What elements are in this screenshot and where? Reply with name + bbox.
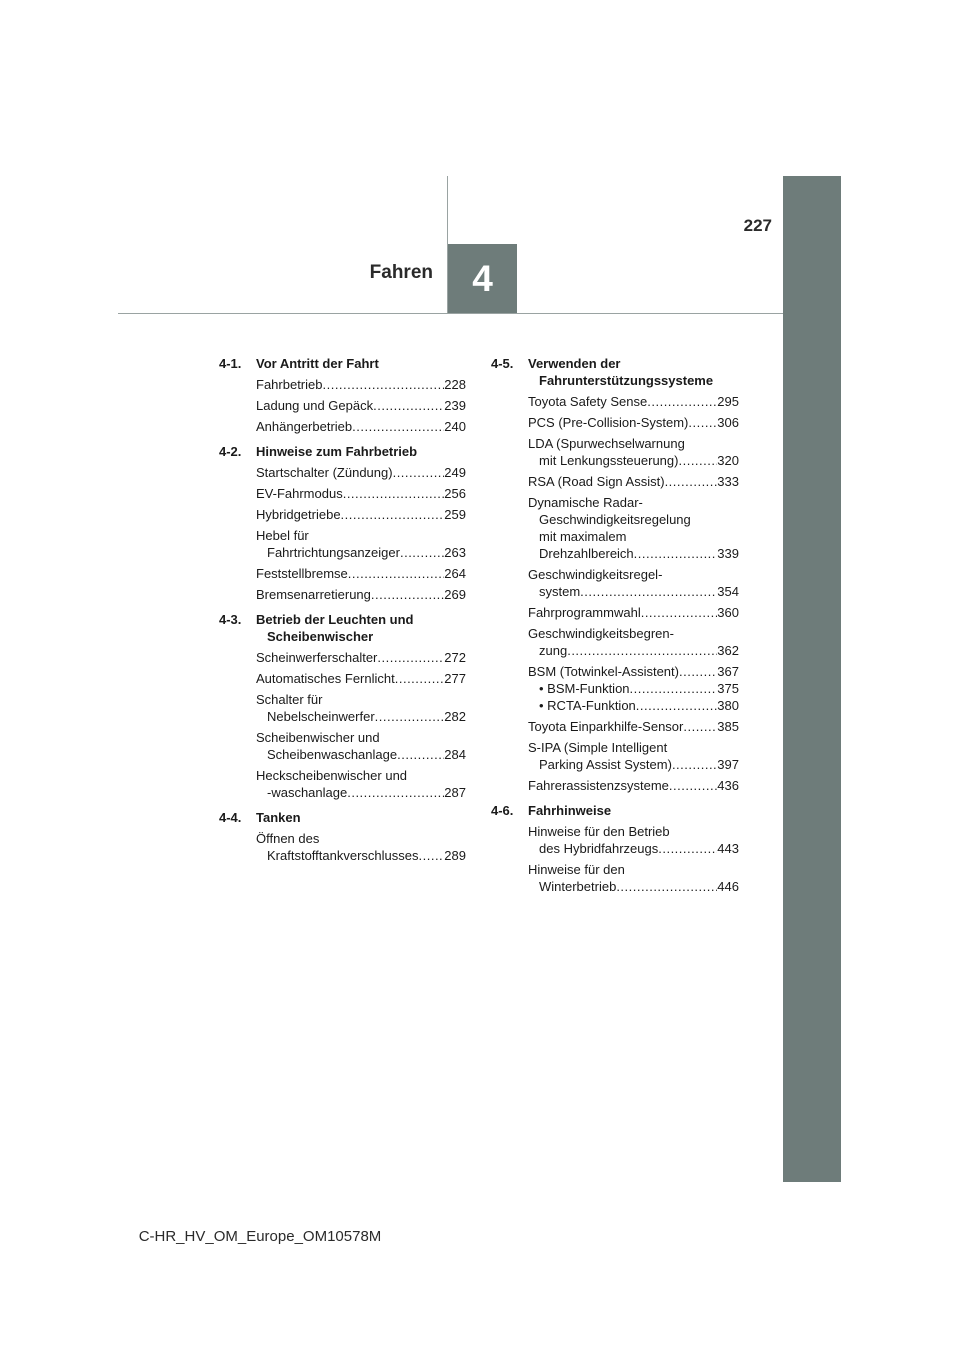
entry-page: 239 — [444, 398, 466, 413]
entry-title: BSM (Totwinkel-Assistent) — [528, 664, 679, 679]
entry-title: RSA (Road Sign Assist) — [528, 474, 665, 489]
entry-title: Drehzahlbereich — [539, 546, 634, 561]
toc-entry[interactable] — [256, 830, 466, 864]
entry-title: -waschanlage — [267, 785, 348, 800]
entry-title-line: Schalter für — [256, 692, 323, 707]
entry-page: 436 — [717, 778, 739, 793]
toc-entry[interactable] — [528, 625, 739, 659]
entry-title: Ladung und Gepäck — [256, 398, 374, 413]
section-number: 4-5. — [491, 356, 514, 371]
toc-entry[interactable] — [256, 767, 466, 801]
section-title: Verwenden der Fahrunterstützungssysteme — [528, 356, 714, 388]
subentry-title: • BSM-Funktion — [539, 681, 630, 696]
toc-section-4-4 — [219, 809, 466, 864]
entry-page: 272 — [444, 650, 466, 665]
entry-title: Toyota Einparkhilfe-Sensor — [528, 719, 684, 734]
entry-title: mit Lenkungssteuerung) — [539, 453, 679, 468]
chapter-side-tab — [783, 176, 841, 1182]
entry-page: 295 — [717, 394, 739, 409]
entry-page: 284 — [444, 747, 466, 762]
subentry-title: • RCTA-Funktion — [539, 698, 636, 713]
toc-subentry[interactable] — [528, 680, 739, 697]
entry-title: Anhängerbetrieb — [256, 419, 353, 434]
entry-title-line: Geschwindigkeitsbegren- — [528, 626, 674, 641]
subentry-page: 380 — [717, 698, 739, 713]
toc-section-heading — [219, 809, 466, 826]
toc-entry[interactable] — [528, 566, 739, 600]
entry-page: 360 — [717, 605, 739, 620]
toc-section-4-2 — [219, 443, 466, 603]
entry-page: 228 — [444, 377, 466, 392]
toc-entry[interactable] — [528, 663, 739, 714]
entry-title: EV-Fahrmodus — [256, 486, 343, 501]
section-title: Tanken — [256, 810, 301, 825]
entry-title-line: Öffnen des — [256, 831, 320, 846]
entry-page: 277 — [444, 671, 466, 686]
document-id-footer: C-HR_HV_OM_Europe_OM10578M — [138, 1228, 382, 1245]
entry-title: des Hybridfahrzeugs — [539, 841, 659, 856]
entry-page: 320 — [717, 453, 739, 468]
toc-entry[interactable] — [256, 691, 466, 725]
page-number: 227 — [743, 216, 772, 235]
toc-entry[interactable] — [256, 397, 466, 414]
entry-page: 306 — [717, 415, 739, 430]
entry-page: 385 — [717, 719, 739, 734]
toc-column-left — [219, 355, 466, 872]
entry-page: 287 — [444, 785, 466, 800]
entry-title: Toyota Safety Sense — [528, 394, 648, 409]
toc-entry[interactable] — [528, 777, 739, 794]
entry-title: Scheibenwaschanlage — [267, 747, 398, 762]
toc-column-right — [491, 355, 739, 903]
chapter-number: 4 — [472, 257, 493, 299]
entry-title: Fahrtrichtungsanzeiger — [267, 545, 400, 560]
entry-title: Bremsenarretierung — [256, 587, 371, 602]
entry-page: 240 — [444, 419, 466, 434]
entry-title: Kraftstofftankverschlusses — [267, 848, 419, 863]
toc-section-heading — [219, 355, 466, 372]
section-title: Vor Antritt der Fahrt — [256, 356, 379, 371]
entry-title-line: mit maximalem — [539, 529, 627, 544]
entry-title: Fahrprogrammwahl — [528, 605, 641, 620]
toc-section-4-1 — [219, 355, 466, 435]
entry-page: 282 — [444, 709, 466, 724]
entry-page: 263 — [444, 545, 466, 560]
header-divider-horizontal — [118, 313, 783, 314]
toc-entry[interactable] — [528, 414, 739, 431]
toc-entry[interactable] — [256, 464, 466, 481]
toc-entry[interactable] — [256, 565, 466, 582]
toc-entry[interactable] — [528, 473, 739, 490]
toc-entry[interactable] — [256, 376, 466, 393]
entry-title: Startschalter (Zündung) — [256, 465, 393, 480]
section-number: 4-3. — [219, 612, 242, 627]
entry-title-line: Dynamische Radar- — [528, 495, 643, 510]
toc-entry[interactable] — [256, 485, 466, 502]
toc-entry[interactable] — [528, 494, 739, 562]
toc-section-heading — [219, 443, 466, 460]
section-title: Hinweise zum Fahrbetrieb — [256, 444, 418, 459]
entry-page: 333 — [717, 474, 739, 489]
entry-title-line: LDA (Spurwechselwarnung — [528, 436, 685, 451]
chapter-number-box — [448, 244, 517, 313]
entry-page: 256 — [444, 486, 466, 501]
entry-title: Fahrerassistenzsysteme — [528, 778, 669, 793]
entry-page: 397 — [717, 757, 739, 772]
section-number: 4-1. — [219, 356, 242, 371]
section-title: Betrieb der Leuchten und Scheibenwischer — [256, 612, 414, 644]
entry-page: 443 — [717, 841, 739, 856]
entry-title-line: Hinweise für den — [528, 862, 625, 877]
entry-title-line: Geschwindigkeitsregelung — [539, 512, 691, 527]
entry-page: 289 — [444, 848, 466, 863]
entry-page: 339 — [717, 546, 739, 561]
toc-section-4-6 — [491, 802, 739, 895]
toc-entry[interactable] — [528, 823, 739, 857]
toc-entry[interactable] — [256, 670, 466, 687]
toc-subentry[interactable] — [528, 697, 739, 714]
toc-entry[interactable] — [528, 718, 739, 735]
toc-entry[interactable] — [256, 586, 466, 603]
toc-section-heading — [491, 355, 739, 389]
entry-title: zung — [539, 643, 568, 658]
toc-section-heading — [491, 802, 739, 819]
entry-title: PCS (Pre-Collision-System) — [528, 415, 689, 430]
toc-entry[interactable] — [256, 527, 466, 561]
entry-title: Nebelscheinwerfer — [267, 709, 375, 724]
entry-page: 354 — [717, 584, 739, 599]
toc-section-4-5 — [491, 355, 739, 794]
entry-title: Winterbetrieb — [539, 879, 617, 894]
entry-title: system — [539, 584, 581, 599]
entry-title-line: Heckscheibenwischer und — [256, 768, 408, 783]
entry-page: 269 — [444, 587, 466, 602]
toc-entry[interactable] — [256, 649, 466, 666]
section-number: 4-4. — [219, 810, 242, 825]
section-number: 4-6. — [491, 803, 514, 818]
toc-section-heading — [219, 611, 466, 645]
toc-entry[interactable] — [528, 393, 739, 410]
entry-page: 259 — [444, 507, 466, 522]
entry-title-line: Hebel für — [256, 528, 309, 543]
toc-entry[interactable] — [256, 729, 466, 763]
subentry-page: 375 — [717, 681, 739, 696]
entry-page: 362 — [717, 643, 739, 658]
entry-title-line: Geschwindigkeitsregel- — [528, 567, 663, 582]
section-number: 4-2. — [219, 444, 242, 459]
entry-title-line: S-IPA (Simple Intelligent — [528, 740, 668, 755]
section-title: Fahrhinweise — [528, 803, 612, 818]
toc-entry[interactable] — [528, 739, 739, 773]
entry-title-line: Scheibenwischer und — [256, 730, 380, 745]
entry-page: 446 — [717, 879, 739, 894]
toc-entry[interactable] — [528, 435, 739, 469]
chapter-title: Fahren — [369, 262, 433, 283]
toc-entry[interactable] — [256, 506, 466, 523]
entry-title: Hybridgetriebe — [256, 507, 341, 522]
entry-title: Automatisches Fernlicht — [256, 671, 395, 686]
entry-page: 264 — [444, 566, 466, 581]
toc-entry[interactable] — [528, 604, 739, 621]
toc-section-4-3 — [219, 611, 466, 801]
toc-entry[interactable] — [528, 861, 739, 895]
entry-title: Fahrbetrieb — [256, 377, 323, 392]
entry-title: Feststellbremse — [256, 566, 348, 581]
entry-title: Parking Assist System) — [539, 757, 672, 772]
entry-title: Scheinwerferschalter — [256, 650, 378, 665]
entry-page: 249 — [444, 465, 466, 480]
toc-entry[interactable] — [256, 418, 466, 435]
entry-title-line: Hinweise für den Betrieb — [528, 824, 670, 839]
entry-page: 367 — [717, 664, 739, 679]
